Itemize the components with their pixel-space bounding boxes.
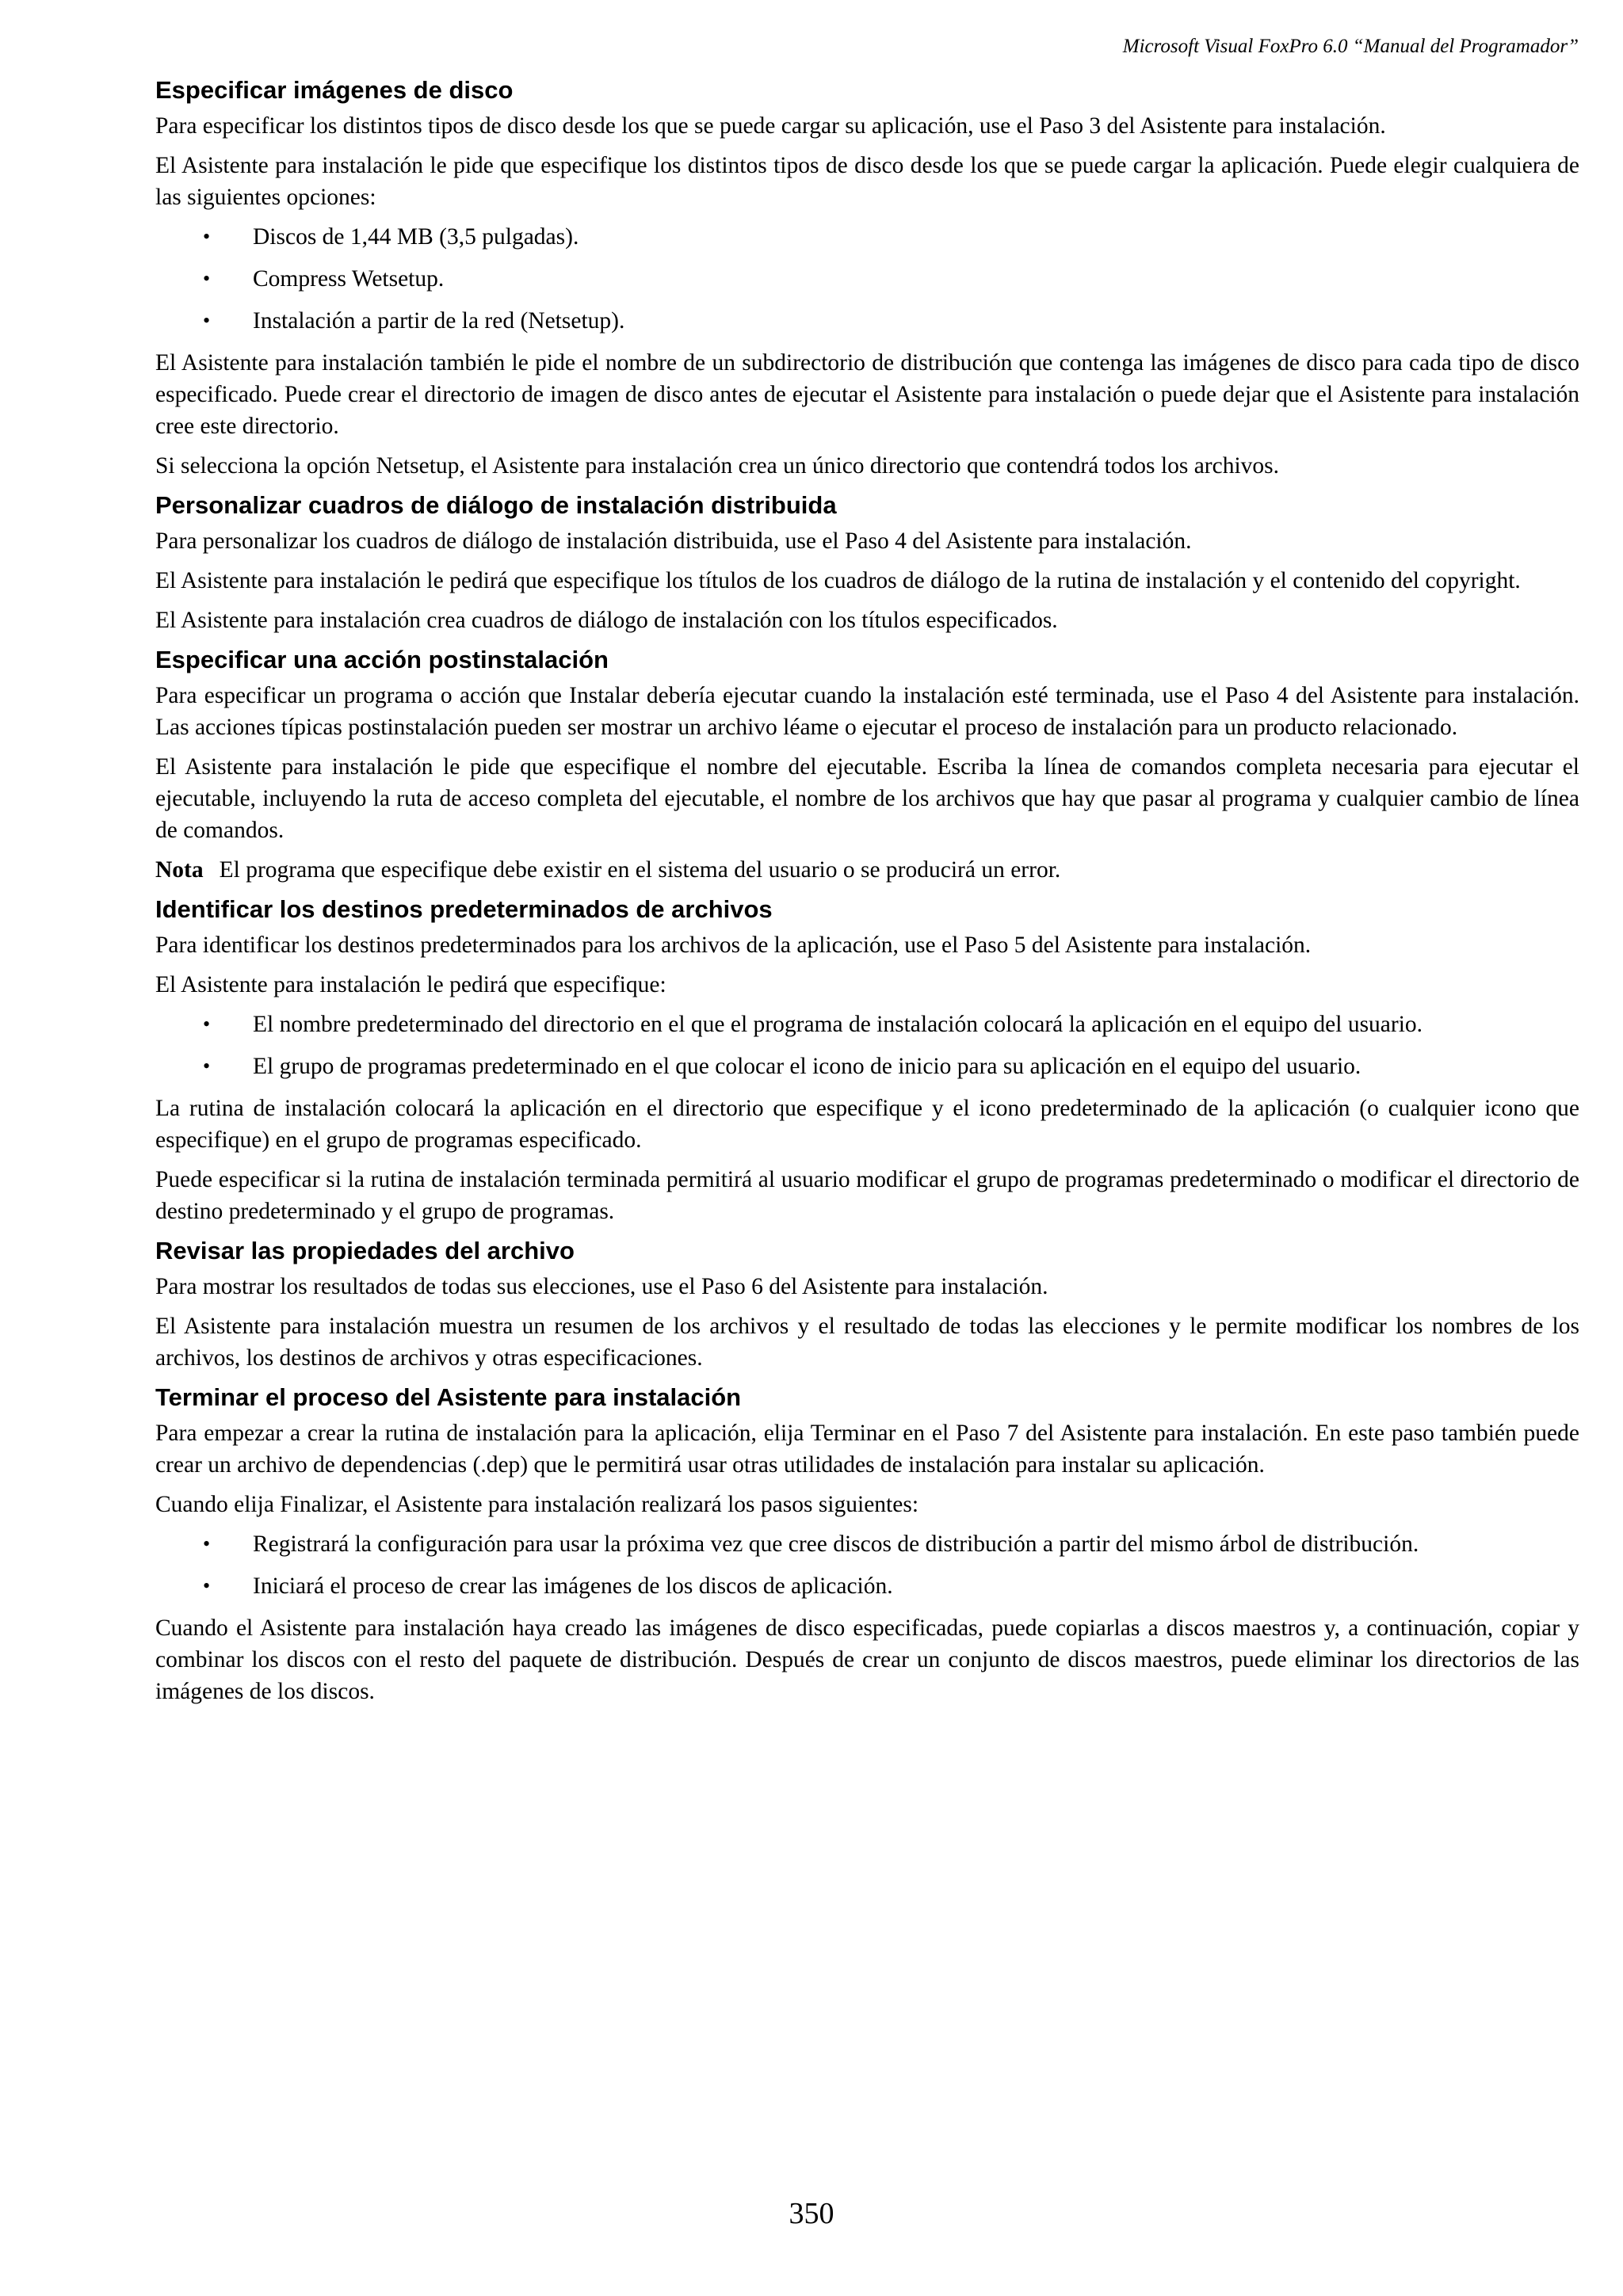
section-heading: Especificar imágenes de disco (155, 76, 514, 104)
bullet-icon: • (203, 309, 211, 332)
list-item-text: Instalación a partir de la red (Netsetup). (253, 308, 625, 334)
bullet-icon: • (203, 1013, 211, 1035)
section-heading: Terminar el proceso del Asistente para instalación (155, 1383, 742, 1411)
section-heading: Especificar una acción postinstalación (155, 646, 609, 673)
note-label: Nota (155, 857, 204, 883)
list-item (155, 1570, 1579, 1602)
paragraph: Si selecciona la opción Netsetup, el Asistente para instalación crea un único directorio que contendrá todos los archivos. (155, 453, 1280, 479)
note-text: El programa que especifique debe existir en el sistema del usuario o se producirá un error. (219, 857, 1061, 883)
paragraph: Para especificar un programa o acción que Instalar debería ejecutar cuando la instalación esté terminada, use el Paso 4 del Asistente para instalación. Las acciones típicas postinstalación pueden ser mostrar un archivo léame o ejecutar el proceso de instalación para un producto relacionado. (155, 683, 1579, 740)
list-item (155, 1051, 1579, 1082)
page-content (155, 74, 1579, 1715)
list-item (155, 221, 1579, 253)
paragraph: El Asistente para instalación muestra un resumen de los archivos y el resultado de todas las elecciones y le permite modificar los nombres de los archivos, los destinos de archivos y otras especificaciones. (155, 1314, 1579, 1371)
note (155, 854, 1579, 886)
paragraph: Para mostrar los resultados de todas sus elecciones, use el Paso 6 del Asistente para instalación. (155, 1274, 1048, 1299)
bullet-icon: • (203, 225, 211, 248)
paragraph: El Asistente para instalación le pide que especifique los distintos tipos de disco desde los que se puede cargar la aplicación. Puede elegir cualquiera de las siguientes opciones: (155, 153, 1579, 210)
section-heading: Personalizar cuadros de diálogo de instalación distribuida (155, 491, 837, 519)
paragraph: El Asistente para instalación crea cuadros de diálogo de instalación con los títulos especificados. (155, 608, 1058, 633)
list-item (155, 263, 1579, 295)
paragraph: La rutina de instalación colocará la aplicación en el directorio que especifique y el icono predeterminado de la aplicación (o cualquier icono que especifique) en el grupo de programas especificado. (155, 1096, 1579, 1153)
list-item (155, 1009, 1579, 1040)
paragraph: El Asistente para instalación le pedirá que especifique los títulos de los cuadros de diálogo de la rutina de instalación y el contenido del copyright. (155, 568, 1521, 593)
list-item-text: Compress Wetsetup. (253, 266, 445, 292)
bullet-list (155, 221, 1579, 337)
list-item-text: El nombre predeterminado del directorio en el que el programa de instalación colocará la aplicación en el equipo del usuario. (253, 1012, 1423, 1037)
bullet-icon: • (203, 1055, 211, 1077)
list-item-text: Discos de 1,44 MB (3,5 pulgadas). (253, 224, 579, 250)
bullet-list (155, 1528, 1579, 1602)
bullet-list (155, 1009, 1579, 1082)
section-heading: Revisar las propiedades del archivo (155, 1237, 575, 1264)
paragraph: Puede especificar si la rutina de instalación terminada permitirá al usuario modificar el grupo de programas predeterminado o modificar el directorio de destino predeterminado y el grupo de programas. (155, 1167, 1579, 1224)
list-item-text: Registrará la configuración para usar la próxima vez que cree discos de distribución a partir del mismo árbol de distribución. (253, 1531, 1419, 1557)
bullet-icon: • (203, 1532, 211, 1555)
bullet-icon: • (203, 267, 211, 290)
list-item (155, 1528, 1579, 1560)
paragraph: Cuando elija Finalizar, el Asistente para instalación realizará los pasos siguientes: (155, 1492, 919, 1517)
list-item-text: Iniciará el proceso de crear las imágenes de los discos de aplicación. (253, 1573, 893, 1599)
paragraph: Cuando el Asistente para instalación haya creado las imágenes de disco especificadas, puede copiarlas a discos maestros y, a continuación, copiar y combinar los discos con el resto del paquete de distribución. Después de crear un conjunto de discos maestros, puede eliminar los directorios de las imágenes de los discos. (155, 1615, 1579, 1704)
section-heading: Identificar los destinos predeterminados de archivos (155, 895, 773, 923)
paragraph: Para personalizar los cuadros de diálogo de instalación distribuida, use el Paso 4 del Asistente para instalación. (155, 528, 1192, 554)
page-number: 350 (789, 2197, 834, 2230)
paragraph: El Asistente para instalación le pide que especifique el nombre del ejecutable. Escriba la línea de comandos completa necesaria para ejecutar el ejecutable, incluyendo la ruta de acceso completa del ejecutable, el nombre de los archivos que hay que pasar al programa y cualquier cambio de línea de comandos. (155, 754, 1579, 843)
paragraph: Para empezar a crear la rutina de instalación para la aplicación, elija Terminar en el Paso 7 del Asistente para instalación. En este paso también puede crear un archivo de dependencias (.dep) que le permitirá usar otras utilidades de instalación para instalar su aplicación. (155, 1421, 1579, 1478)
paragraph: Para identificar los destinos predeterminados para los archivos de la aplicación, use el Paso 5 del Asistente para instalación. (155, 933, 1312, 958)
paragraph: El Asistente para instalación también le pide el nombre de un subdirectorio de distribución que contenga las imágenes de disco para cada tipo de disco especificado. Puede crear el directorio de imagen de disco antes de ejecutar el Asistente para instalación o puede dejar que el Asistente para instalación cree este directorio. (155, 350, 1579, 439)
list-item-text: El grupo de programas predeterminado en el que colocar el icono de inicio para su aplicación en el equipo del usuario. (253, 1054, 1361, 1079)
paragraph: Para especificar los distintos tipos de disco desde los que se puede cargar su aplicación, use el Paso 3 del Asistente para instalación. (155, 113, 1386, 139)
paragraph: El Asistente para instalación le pedirá que especifique: (155, 972, 666, 997)
running-header: Microsoft Visual FoxPro 6.0 “Manual del Programador” (1122, 36, 1579, 57)
bullet-icon: • (203, 1574, 211, 1597)
list-item (155, 305, 1579, 337)
